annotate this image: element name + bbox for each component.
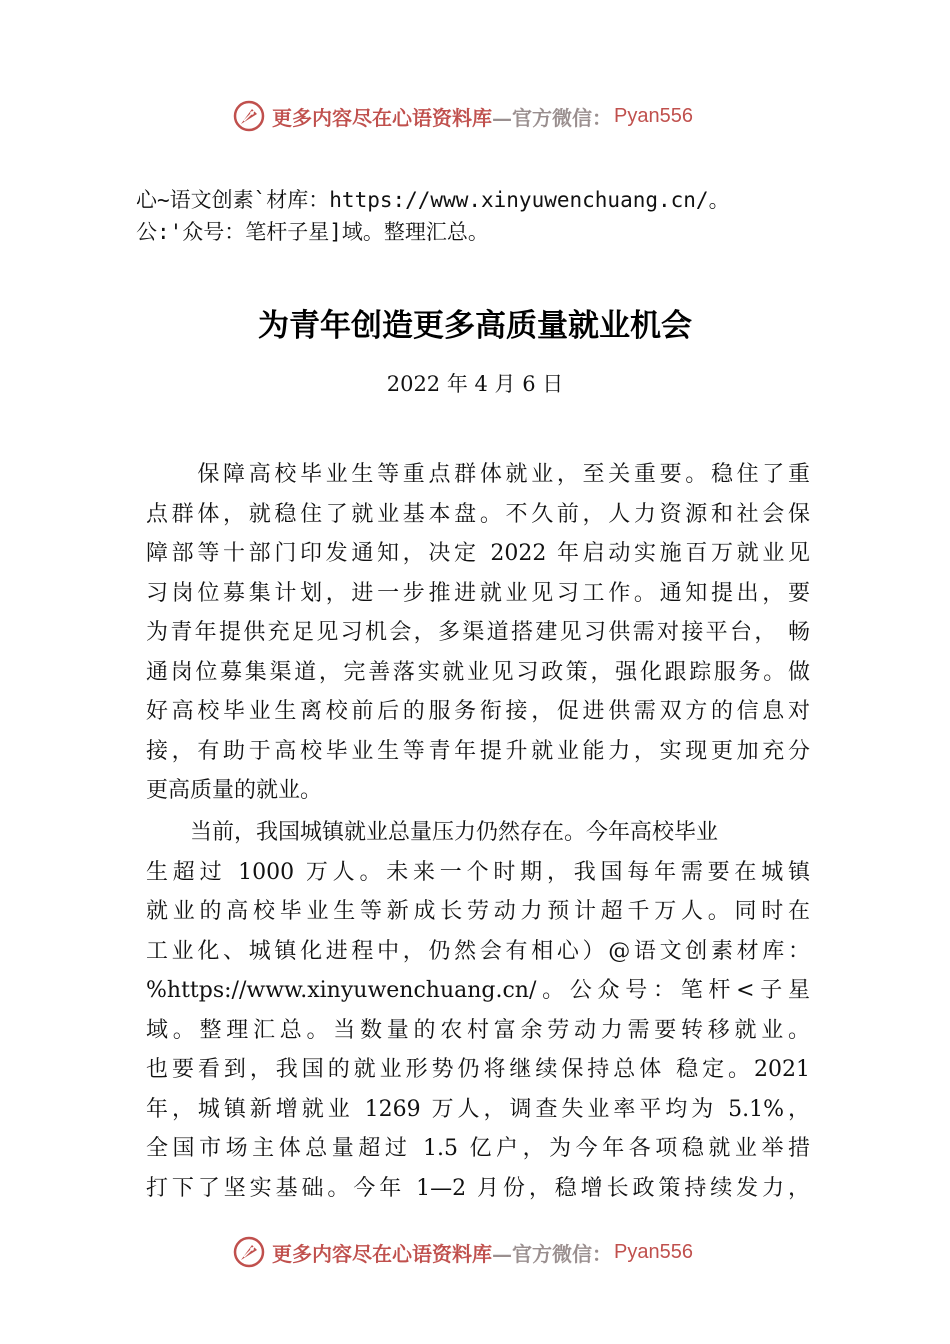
text-line: 保障高校毕业生等重点群体就业，至关重要。稳住了重 [146,462,810,487]
footer-banner [232,1232,693,1272]
banner-gray-text: —官方微信： [492,105,612,130]
text-line: 打下了坚实基础。今年 1—2 月份，稳增长政策持续发力， [146,1175,810,1201]
text-line: 好高校毕业生离校前后的服务衔接，促进供需双方的信息对 [146,699,810,724]
banner-wechat-id: Pyan556 [614,104,693,127]
text-line: 年，城镇新增就业 1269 万人，调查失业率平均为 5.1%， [146,1096,810,1122]
text-line: 点群体，就稳住了就业基本盘。不久前，人力资源和社会保 [146,501,810,527]
header-banner [232,96,693,136]
source-notice [136,184,836,248]
text-line: 生超过 1000 万人。未来一个时期，我国每年需要在城镇 [146,859,810,885]
pen-nib-logo-icon [232,1235,266,1269]
text-line: 域。整理汇总。当数量的农村富余劳动力需要转移就业。 [146,1017,810,1043]
banner-red-text: 更多内容尽在心语资料库 [272,1241,492,1266]
text-line: 更高质量的就业。 [146,778,323,803]
text-line: 接，有助于高校毕业生等青年提升就业能力，实现更加充分 [146,738,810,764]
banner-wechat-id: Pyan556 [614,1240,693,1263]
text-line: 就业的高校毕业生等新成长劳动力预计超千万人。同时在 [146,899,810,924]
pen-nib-logo-icon [232,99,266,133]
banner-gray-text: —官方微信： [492,1241,612,1266]
notice-line: 心~语文创素`材库：https://www.xinyuwenchuang.cn/。 [136,188,730,212]
text-line: 为青年提供充足见习机会，多渠道搭建见习供需对接平台， 畅 [146,620,810,645]
notice-line: 公:'众号：笔杆子星]域。整理汇总。 [136,220,489,244]
text-line: %https://www.xinyuwenchuang.cn/。公众号：笔杆<子星 [146,978,810,1003]
text-line: 当前，我国城镇就业总量压力仍然存在。今年高校毕业 [146,820,719,845]
text-line: 全国市场主体总量超过 1.5 亿户，为今年各项稳就业举措 [146,1136,810,1161]
article-title: 为青年创造更多高质量就业机会 [258,308,692,344]
text-line: 也要看到，我国的就业形势仍将继续保持总体 稳定。2021 [146,1057,810,1082]
article-date: 2022 年 4 月 6 日 [386,372,564,396]
text-line: 工业化、城镇化进程中，仍然会有相心）@语文创素材库： [146,938,810,964]
text-line: 通岗位募集渠道，完善落实就业见习政策，强化跟踪服务。做 [146,659,810,685]
article-paragraph-2 [146,813,810,1208]
text-line: 习岗位募集计划，进一步推进就业见习工作。通知提出，要 [146,580,810,606]
article-paragraph-1 [146,455,810,811]
text-line: 障部等十部门印发通知，决定 2022 年启动实施百万就业见 [146,541,810,566]
banner-red-text: 更多内容尽在心语资料库 [272,105,492,130]
